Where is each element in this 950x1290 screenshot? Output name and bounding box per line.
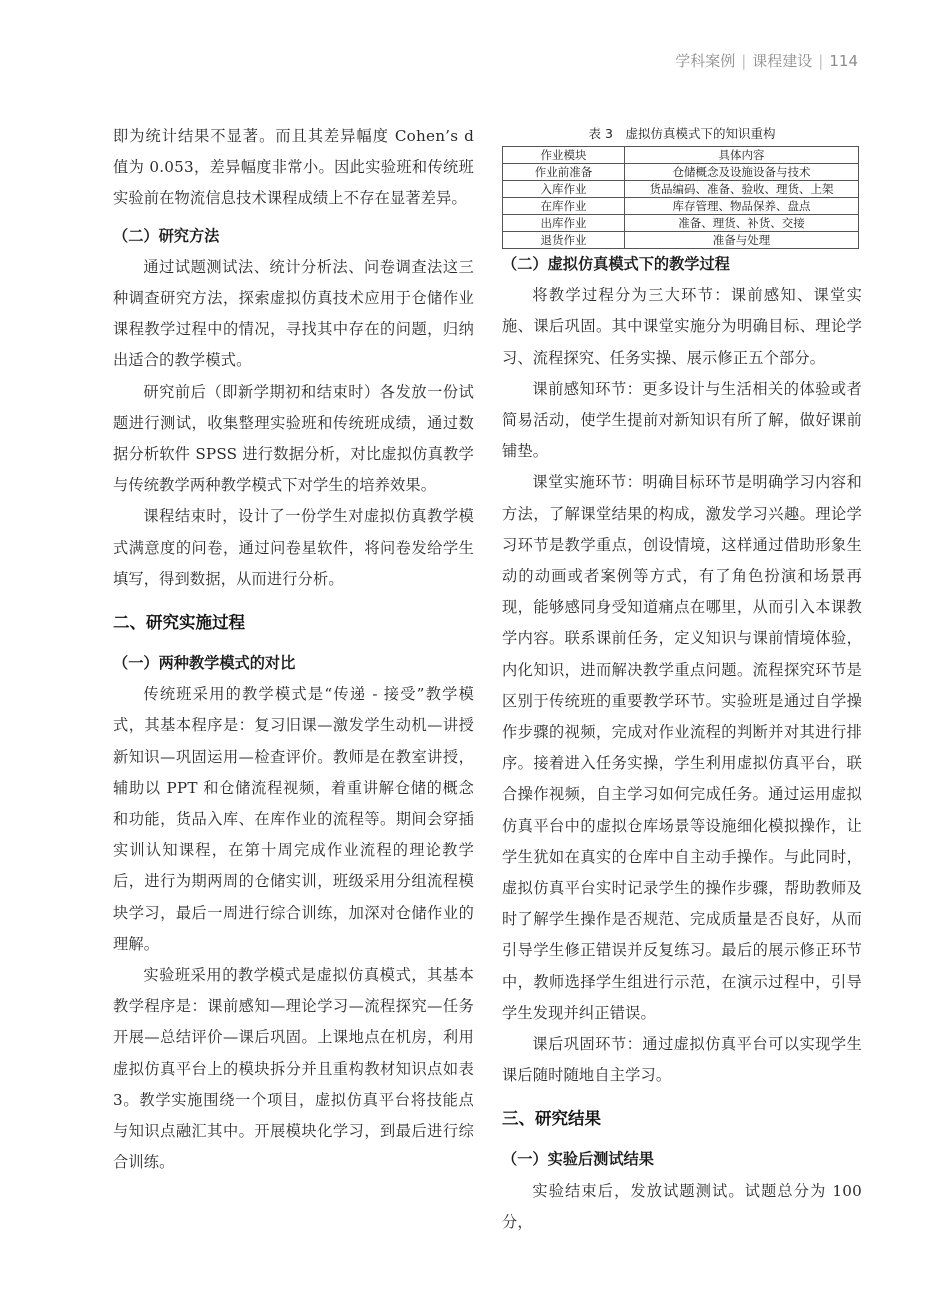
table-row bbox=[503, 164, 859, 181]
paragraph: 将教学过程分为三大环节：课前感知、课堂实施、课后巩固。其中课堂实施分为明确目标、理论学习、流程探究、任务实操、展示修正五个部分。 bbox=[502, 286, 862, 367]
header-subcategory: 课程建设 bbox=[752, 52, 813, 70]
paragraph: 课堂实施环节：明确目标环节是明确学习内容和方法，了解课堂结果的构成，激发学习兴趣。理论学习环节是教学重点，创设情境，这样通过借助形象生动的动画或者案例等方式，有了角色扮演和场景再现，能够感同身受知道痛点在哪里，从而引入本课教学内容。联系课前任务，定义知识与课前情境体验，内化知识，进而解决教学重点问题。流程探究环节是区别于传统班的重要教学环节。实验班是通过自学操作步骤的视频，完成对作业流程的判断并对其进行排序。接着进入任务实操，学生利用虚拟仿真平台，联合操作视频，自主学习如何完成任务。通过运用虚拟仿真平台中的虚拟仓库场景等设施细化模拟操作，让学生犹如在真实的仓库中自主动手操作。与此同时，虚拟仿真平台实时记录学生的操作步骤，帮助教师及时了解学生操作是否规范、完成质量是否良好，从而引导学生修正错误并反复练习。最后的展示修正环节中，教师选择学生组进行示范，在演示过程中，引导学生发现并纠正错误。 bbox=[502, 473, 862, 1022]
table-caption: 表 3 虚拟仿真模式下的知识重构 bbox=[588, 126, 776, 141]
paragraph: 实验结束后，发放试题测试。试题总分为 100 分， bbox=[502, 1181, 862, 1231]
paragraph: 即为统计结果不显著。而且其差异幅度 Cohen’s d 值为 0.053，差异幅度非常小。因此实验班和传统班实验前在物流信息技术课程成绩上不存在显著差异。 bbox=[113, 127, 474, 208]
header-category: 学科案例 bbox=[675, 52, 736, 70]
table-cell: 仓储概念及设施设备与技术 bbox=[625, 164, 859, 181]
table-row bbox=[503, 198, 859, 215]
table-cell: 货品编码、准备、验收、理货、上架 bbox=[625, 181, 859, 198]
paragraph: 传统班采用的教学模式是“传递 - 接受”教学模式，其基本程序是：复习旧课—激发学生动机—讲授新知识—巩固运用—检查评价。教师是在教室讲授，辅助以 PPT 和仓储流程视频，着重讲解仓储的概念和功能，货品入库、在库作业的流程等。期间会穿插实训认知课程，在第十周完成作业流程的理论教学后，进行为期两周的仓储实训，班级采用分组流程模块学习，最后一周进行综合训练，加深对仓储作业的理解。 bbox=[113, 685, 474, 953]
table-header-row bbox=[503, 147, 859, 164]
paragraph: 实验班采用的教学模式是虚拟仿真模式，其基本教学程序是：课前感知—理论学习—流程探究—任务开展—总结评价—课后巩固。上课地点在机房，利用虚拟仿真平台上的模块拆分并且重构教材知识点如表 3。教学实施围绕一个项目，虚拟仿真平台将技能点与知识点融汇其中。开展模块化学习，到最后进行综合训练。 bbox=[113, 966, 474, 1172]
paragraph: 研究前后（即新学期初和结束时）各发放一份试题进行测试，收集整理实验班和传统班成绩，通过数据分析软件 SPSS 进行数据分析，对比虚拟仿真教学与传统教学两种教学模式下对学生的培养效果。 bbox=[113, 382, 474, 495]
table-cell: 出库作业 bbox=[503, 215, 625, 232]
header-divider: | bbox=[741, 52, 747, 70]
knowledge-restructure-table bbox=[502, 146, 859, 249]
subheading-teaching-process: （二）虚拟仿真模式下的教学过程 bbox=[502, 255, 730, 273]
table-cell: 入库作业 bbox=[503, 181, 625, 198]
subheading-post-test-results: （一）实验后测试结果 bbox=[502, 1150, 654, 1169]
paragraph: 课后巩固环节：通过虚拟仿真平台可以实现学生课后随时随地自主学习。 bbox=[502, 1035, 862, 1085]
page-header bbox=[675, 50, 858, 71]
table-row bbox=[503, 215, 859, 232]
section-heading-implementation: 二、研究实施过程 bbox=[113, 613, 245, 633]
table-header-cell: 具体内容 bbox=[625, 147, 859, 164]
table-row bbox=[503, 232, 859, 249]
right-column bbox=[502, 121, 862, 1238]
table-cell: 准备、理货、补货、交接 bbox=[625, 215, 859, 232]
subheading-model-comparison: （一）两种教学模式的对比 bbox=[113, 654, 296, 673]
section-heading-results: 三、研究结果 bbox=[502, 1109, 601, 1129]
table-cell: 退货作业 bbox=[503, 232, 625, 249]
table-cell: 作业前准备 bbox=[503, 164, 625, 181]
left-column bbox=[113, 121, 474, 1179]
paragraph: 课前感知环节：更多设计与生活相关的体验或者简易活动，使学生提前对新知识有所了解，做好课前铺垫。 bbox=[502, 379, 862, 461]
paragraph: 通过试题测试法、统计分析法、问卷调查法这三种调查研究方法，探索虚拟仿真技术应用于仓储作业课程教学过程中的情况，寻找其中存在的问题，归纳出适合的教学模式。 bbox=[113, 257, 474, 370]
table-cell: 准备与处理 bbox=[625, 232, 859, 249]
table-cell: 在库作业 bbox=[503, 198, 625, 215]
page-number: 114 bbox=[829, 52, 858, 70]
subheading-research-methods: （二）研究方法 bbox=[113, 226, 220, 245]
table-header-cell: 作业模块 bbox=[503, 147, 625, 164]
paragraph: 课程结束时，设计了一份学生对虚拟仿真教学模式满意度的问卷，通过问卷星软件，将问卷发给学生填写，得到数据，从而进行分析。 bbox=[113, 507, 474, 588]
table-cell: 库存管理、物品保养、盘点 bbox=[625, 198, 859, 215]
header-divider: | bbox=[818, 52, 824, 70]
table-row bbox=[503, 181, 859, 198]
